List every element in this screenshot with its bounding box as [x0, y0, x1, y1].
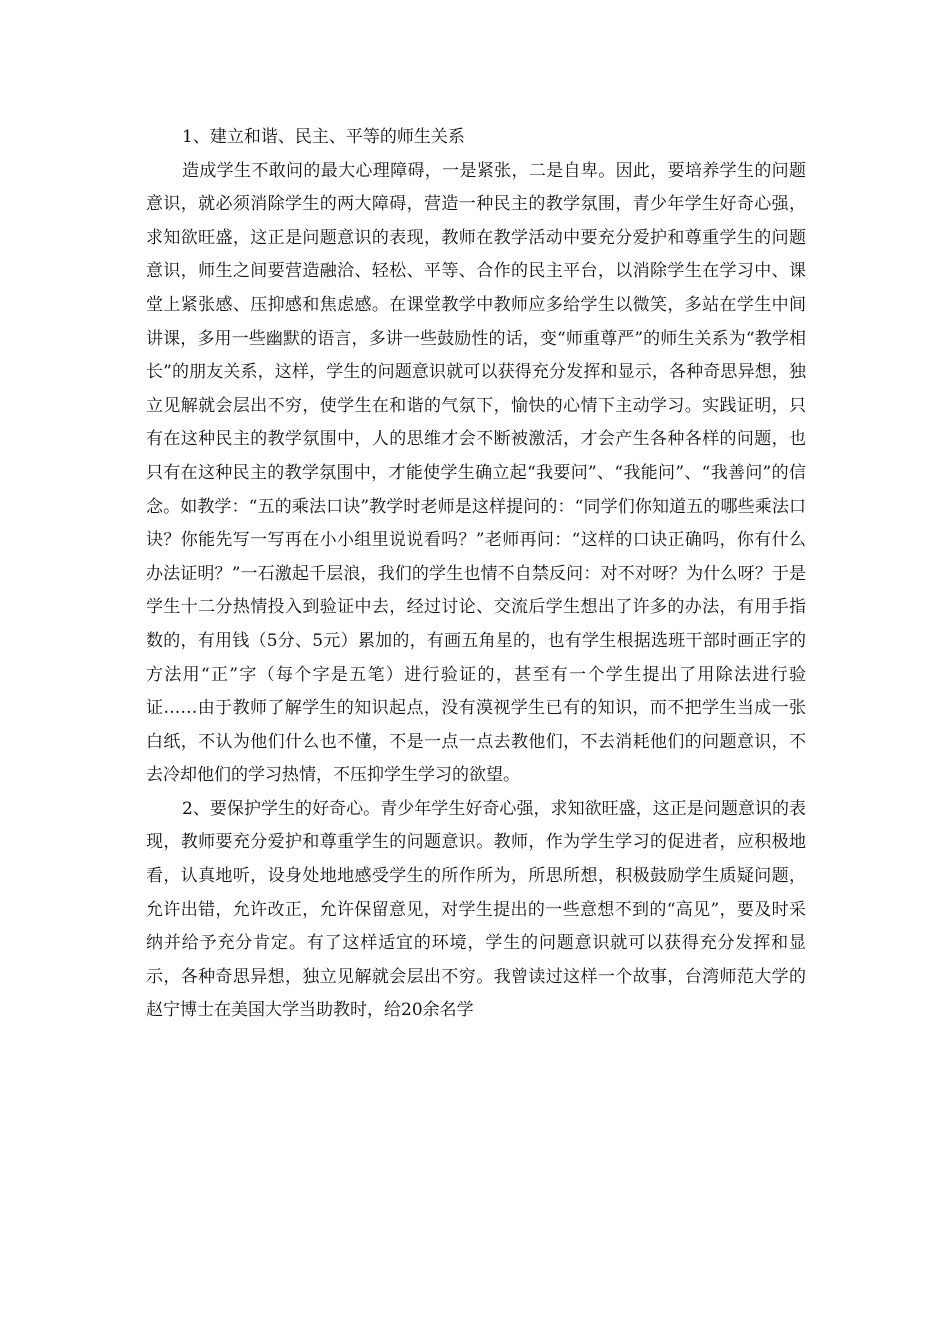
document-page [146, 121, 806, 1028]
section-heading: 1、建立和谐、民主、平等的师生关系 [182, 127, 465, 147]
paragraph-2: 2、要保护学生的好奇心。青少年学生好奇心强，求知欲旺盛，这正是问题意识的表现，教师要充分爱护和尊重学生的问题意识。教师，作为学生学习的促进者，应积极地看，认真地听，设身处地地感受学生的所作所为，所思所想，积极鼓励学生质疑问题，允许出错，允许改正，允许保留意见，对学生提出的一些意想不到的“高见”，要及时采纳并给予充分肯定。有了这样适宜的环境，学生的问题意识就可以获得充分发挥和显示，各种奇思异想，独立见解就会层出不穷。我曾读过这样一个故事，台湾师范大学的赵宁博士在美国大学当助教时，给20余名学 [146, 798, 806, 1021]
paragraph-1: 造成学生不敢问的最大心理障碍，一是紧张，二是自卑。因此，要培养学生的问题意识，就必须消除学生的两大障碍，营造一种民主的教学氛围，青少年学生好奇心强，求知欲旺盛，这正是问题意识的表现，教师在教学活动中要充分爱护和尊重学生的问题意识，师生之间要营造融洽、轻松、平等、合作的民主平台，以消除学生在学习中、课堂上紧张感、压抑感和焦虑感。在课堂教学中教师应多给学生以微笑，多站在学生中间讲课，多用一些幽默的语言，多讲一些鼓励性的话，变“师重尊严”的师生关系为“教学相长”的朋友关系，这样，学生的问题意识就可以获得充分发挥和显示，各种奇思异想，独立见解就会层出不穷，使学生在和谐的气氛下，愉快的心情下主动学习。实践证明，只有在这种民主的教学氛围中，人的思维才会不断被激活，才会产生各种各样的问题，也只有在这种民主的教学氛围中，才能使学生确立起“我要问”、“我能问”、“我善问”的信念。如教学：“五的乘法口诀”教学时老师是这样提问的：“同学们你知道五的哪些乘法口诀？你能先写一写再在小小组里说说看吗？”老师再问：“这样的口诀正确吗，你有什么办法证明？”一石激起千层浪，我们的学生也情不自禁反问：对不对呀？为什么呀？于是学生十二分热情投入到验证中去，经过讨论、交流后学生想出了许多的办法，有用手指数的，有用钱（5分、5元）累加的，有画五角星的，也有学生根据选班干部时画正字的方法用“正”字（每个字是五笔）进行验证的，甚至有一个学生提出了用除法进行验证……由于教师了解学生的知识起点，没有漠视学生已有的知识，而不把学生当成一张白纸，不认为他们什么也不懂，不是一点一点去教他们，不去消耗他们的问题意识，不去冷却他们的学习热情，不压抑学生学习的欲望。 [146, 160, 806, 786]
